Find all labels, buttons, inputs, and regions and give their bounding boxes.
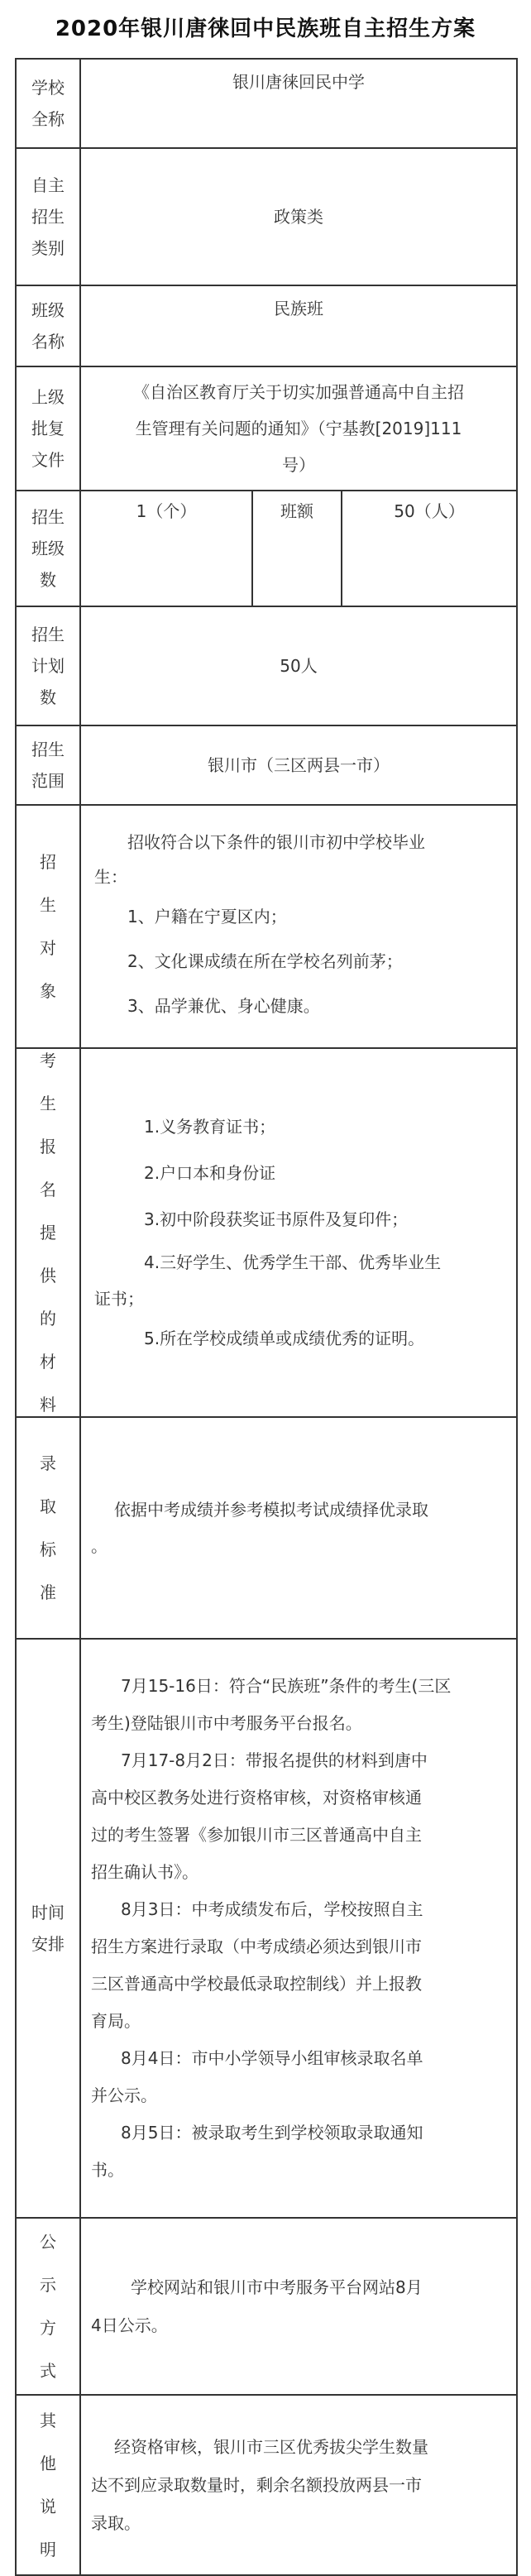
- approval-line: 生管理有关问题的通知》（宁基教[2019]111: [135, 419, 462, 438]
- row-class-name: [17, 286, 516, 367]
- value-publicity: [81, 2219, 516, 2394]
- schedule-line: 7月15-16日：符合“民族班”条件的考生(三区: [121, 1676, 452, 1696]
- row-materials: [17, 1049, 516, 1418]
- schedule-line: 8月3日：中考成绩发布后，学校按照自主: [121, 1899, 423, 1919]
- row-class-count: [17, 491, 516, 607]
- label-plan: 招生计划数: [17, 607, 81, 725]
- value-approval: [81, 367, 516, 490]
- target-item: 3、品学兼优、身心健康。: [127, 996, 320, 1016]
- schedule-paragraph: [91, 2114, 506, 2189]
- row-scope: [17, 726, 516, 806]
- value-plan: 50人: [280, 656, 318, 676]
- schedule-line: 考生)登陆银川市中考服务平台报名。: [91, 1713, 362, 1733]
- materials-item: 2.户口本和身份证: [144, 1163, 276, 1183]
- class-count-cells: [81, 491, 516, 606]
- value-scope: 银川市（三区两县一市）: [208, 755, 390, 775]
- row-school: [17, 60, 516, 149]
- row-other: [17, 2396, 516, 2574]
- value-materials: [81, 1049, 516, 1416]
- schedule-paragraph: [91, 1742, 506, 1891]
- value-other: [81, 2396, 516, 2574]
- target-intro-line: 招收符合以下条件的银川市初中学校毕业: [127, 832, 425, 852]
- schedule-paragraph: [91, 1891, 506, 2040]
- other-line: 达不到应录取数量时，剩余名额投放两县一市: [91, 2475, 422, 2495]
- value-schedule: [81, 1640, 516, 2217]
- schedule-line: 高中校区教务处进行资格审核，对资格审核通: [91, 1788, 422, 1808]
- schedule-paragraph: [91, 1668, 506, 1742]
- value-target: [81, 806, 516, 1047]
- schedule-line: 8月5日：被录取考生到学校领取录取通知: [121, 2123, 423, 2143]
- other-line: 经资格审核，银川市三区优秀拔尖学生数量: [114, 2437, 428, 2457]
- label-materials: 考生报名提供的材料: [17, 1049, 81, 1416]
- materials-item: 4.三好学生、优秀学生干部、优秀毕业生: [144, 1252, 442, 1272]
- publicity-line: 学校网站和银川市中考服务平台网站8月: [131, 2277, 423, 2297]
- label-category: 自主招生类别: [17, 149, 81, 285]
- standard-line: 。: [91, 1536, 108, 1556]
- label-class-count: 招生班级数: [17, 491, 81, 606]
- target-item: 2、文化课成绩在所在学校名列前茅；: [127, 951, 403, 971]
- label-approval: 上级批复文件: [17, 367, 81, 490]
- schedule-line: 并公示。: [91, 2085, 157, 2105]
- publicity-line: 4日公示。: [91, 2315, 168, 2335]
- label-target: 招生对象: [17, 806, 81, 1047]
- label-school: 学校全称: [17, 60, 81, 147]
- row-category: [17, 149, 516, 286]
- materials-item: 证书；: [94, 1289, 144, 1309]
- approval-line: 《自治区教育厅关于切实加强普通高中自主招: [133, 382, 464, 402]
- row-approval: [17, 367, 516, 491]
- schedule-line: 8月4日：市中小学领导小组审核录取名单: [121, 2048, 423, 2068]
- row-standard: [17, 1418, 516, 1640]
- value-standard: [81, 1418, 516, 1638]
- row-target: [17, 806, 516, 1049]
- label-class-size: 班额: [253, 491, 342, 606]
- label-standard: 录取标准: [17, 1418, 81, 1638]
- label-class-name: 班级名称: [17, 286, 81, 366]
- schedule-line: 招生确认书》。: [91, 1862, 199, 1882]
- materials-item: 1.义务教育证书；: [144, 1117, 276, 1137]
- standard-line: 依据中考成绩并参考模拟考试成绩择优录取: [114, 1500, 428, 1520]
- other-line: 录取。: [91, 2513, 141, 2533]
- value-category: 政策类: [274, 207, 323, 227]
- schedule-line: 育局。: [91, 2011, 141, 2031]
- value-school: 银川唐徕回民中学: [232, 72, 365, 92]
- schedule-line: 7月17-8月2日：带报名提供的材料到唐中: [121, 1750, 428, 1770]
- row-plan: [17, 607, 516, 726]
- label-schedule: 时间安排: [17, 1640, 81, 2217]
- row-publicity: [17, 2219, 516, 2396]
- value-class-size: 50（人）: [394, 501, 465, 521]
- approval-line: 号）: [282, 455, 315, 475]
- admission-plan-table: [15, 58, 518, 2576]
- materials-item: 5.所在学校成绩单或成绩优秀的证明。: [144, 1329, 425, 1348]
- target-item: 1、户籍在宁夏区内；: [127, 907, 287, 926]
- schedule-line: 过的考生签署《参加银川市三区普通高中自主: [91, 1825, 422, 1845]
- value-class-name: 民族班: [274, 299, 323, 318]
- materials-item: 3.初中阶段获奖证书原件及复印件；: [144, 1209, 409, 1229]
- schedule-paragraph: [91, 2040, 506, 2114]
- label-scope: 招生范围: [17, 726, 81, 804]
- label-publicity: 公示方式: [17, 2219, 81, 2394]
- schedule-line: 三区普通高中学校最低录取控制线）并上报教: [91, 1974, 422, 1994]
- label-other: 其他说明: [17, 2396, 81, 2574]
- schedule-line: 招生方案进行录取（中考成绩必须达到银川市: [91, 1937, 422, 1956]
- value-class-count: 1（个）: [81, 491, 253, 606]
- page-title: 2020年银川唐徕回中民族班自主招生方案: [55, 17, 476, 41]
- schedule-line: 书。: [91, 2160, 124, 2180]
- target-intro-line: 生：: [94, 867, 127, 887]
- row-schedule: [17, 1640, 516, 2219]
